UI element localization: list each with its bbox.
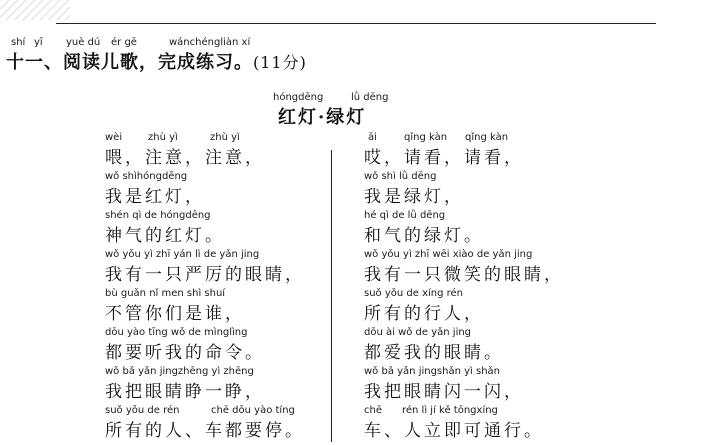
score-label: (11分) — [253, 53, 307, 72]
pinyin: wǒ shì lǜ dēng — [364, 171, 437, 182]
pinyin: shí — [11, 37, 26, 48]
verse-text: 我有一只严厉的眼睛， — [105, 265, 305, 285]
verse-text: 都要听我的命令。 — [105, 343, 265, 363]
verse-text: 不管你们是谁， — [105, 304, 245, 324]
pinyin: bù guǎn nǐ men shì shuí — [105, 288, 226, 299]
pinyin: wánchéngliàn xí — [169, 37, 251, 48]
verse-text: 我把眼睛闪一闪， — [364, 382, 524, 402]
heading-text: 十一、阅读儿歌，完成练习。 — [6, 52, 253, 73]
pinyin: qǐng kàn — [465, 132, 509, 143]
pinyin: shén qì de hóngdēng — [105, 210, 211, 221]
verse-text: 我把眼睛睁一睁， — [105, 382, 265, 402]
pinyin: yuè dú — [66, 37, 101, 48]
verse-text: 我有一只微笑的眼睛， — [364, 265, 564, 285]
verse-text: 我是红灯， — [105, 187, 205, 207]
pinyin: dōu ài wǒ de yǎn jing — [364, 327, 472, 338]
verse-text: 所有的行人， — [364, 304, 484, 324]
poem-title: 红灯·绿灯 — [278, 107, 367, 128]
pinyin: yī — [34, 37, 43, 48]
pinyin: wǒ bǎ yǎn jingzhēng yì zhēng — [105, 366, 254, 377]
pinyin: rén lì jí kě tōngxíng — [402, 405, 498, 416]
pinyin: suǒ yǒu de rén — [105, 405, 180, 416]
column-divider — [331, 150, 332, 442]
pinyin: zhù yì — [210, 132, 240, 143]
pinyin: wèi — [105, 132, 123, 143]
pinyin: hóngdēng — [273, 92, 324, 103]
pinyin: chē — [364, 405, 382, 416]
verse-text: 和气的绿灯。 — [364, 226, 484, 246]
pinyin: zhù yì — [148, 132, 178, 143]
scan-artifact — [0, 0, 70, 20]
verse-text: 车、人立即可通行。 — [364, 421, 544, 441]
pinyin: ér gē — [111, 37, 137, 48]
pinyin: lǜ dēng — [351, 92, 389, 103]
section-heading — [6, 48, 307, 74]
pinyin: āi — [368, 132, 377, 143]
verse-text: 都爱我的眼睛。 — [364, 343, 504, 363]
verse-text: 所有的人、车都要停。 — [105, 421, 305, 441]
pinyin: wǒ yǒu yì zhī wēi xiào de yǎn jing — [364, 249, 533, 260]
pinyin: wǒ bǎ yǎn jingshǎn yì shǎn — [364, 366, 501, 377]
pinyin: wǒ shìhóngdēng — [105, 171, 188, 182]
top-rule — [56, 23, 656, 24]
pinyin: hé qì de lǜ dēng — [364, 210, 446, 221]
verse-text: 神气的红灯。 — [105, 226, 225, 246]
pinyin: chē dōu yào tíng — [211, 405, 295, 416]
verse-text: 我是绿灯， — [364, 187, 464, 207]
pinyin: suǒ yǒu de xíng rén — [364, 288, 464, 299]
pinyin: dōu yào tīng wǒ de mìnglìng — [105, 327, 248, 338]
verse-text: 哎，请看，请看， — [364, 148, 524, 168]
pinyin: wǒ yǒu yì zhī yán lì de yǎn jing — [105, 249, 260, 260]
verse-text: 喂，注意，注意， — [105, 148, 265, 168]
pinyin: qǐng kàn — [404, 132, 448, 143]
